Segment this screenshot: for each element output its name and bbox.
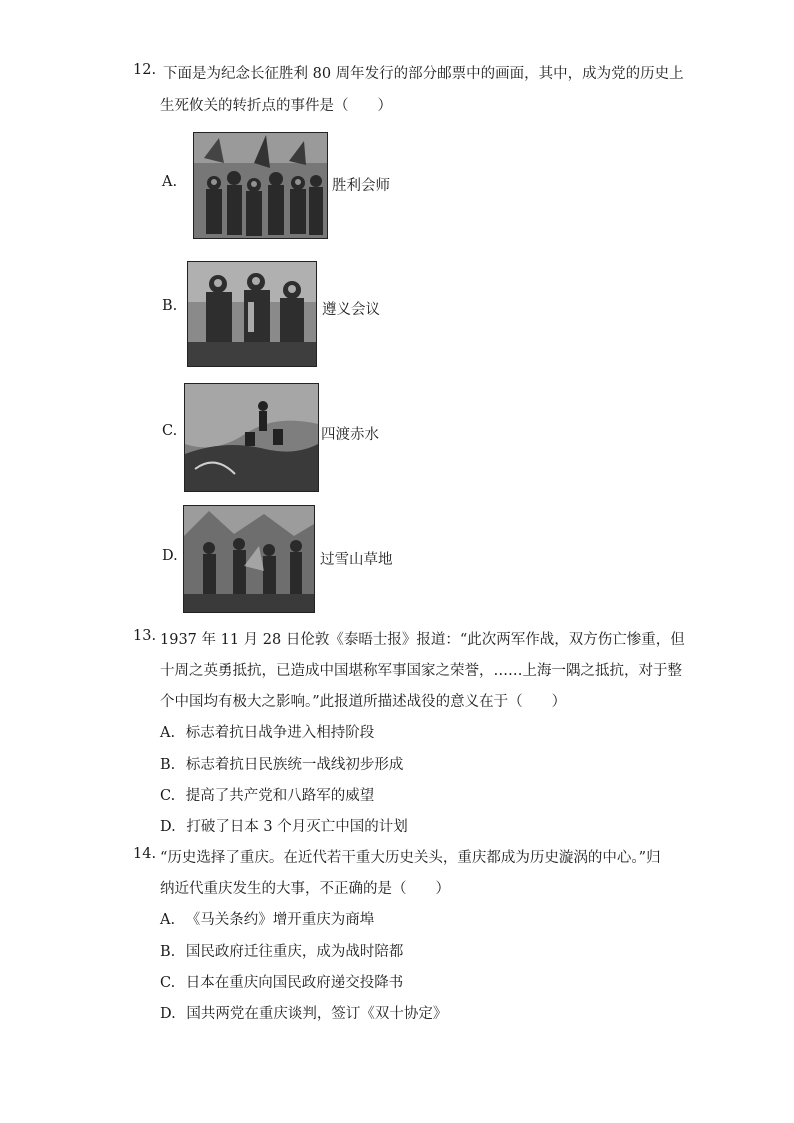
- question-text-line: 个中国均有极大之影响。”此报道所描述战役的意义在于（ ）: [160, 694, 567, 710]
- option-a[interactable]: [160, 721, 374, 742]
- option-letter: B.: [160, 944, 176, 960]
- question-number: 13.: [133, 628, 157, 644]
- option-letter: B.: [162, 298, 178, 314]
- question-text-line: 生死攸关的转折点的事件是（ ）: [160, 98, 392, 114]
- option-letter: C.: [160, 788, 176, 804]
- option-text: 日本在重庆向国民政府递交投降书: [185, 975, 404, 991]
- option-label: 四渡赤水: [321, 427, 379, 443]
- option-b[interactable]: [160, 940, 403, 961]
- option-label: 胜利会师: [332, 178, 390, 194]
- stamp-zunyi-meeting-image: [187, 261, 317, 367]
- option-label: 遵义会议: [322, 302, 380, 318]
- question-text-line: 十周之英勇抵抗，已造成中国堪称军事国家之荣誉，……上海一隅之抵抗，对于整: [160, 663, 682, 679]
- option-letter: A.: [162, 174, 178, 190]
- option-letter: B.: [160, 757, 176, 773]
- option-c[interactable]: [160, 971, 403, 992]
- option-text: 《马关条约》增开重庆为商埠: [185, 912, 375, 928]
- option-c[interactable]: [160, 784, 374, 805]
- question-text-line: 1937 年 11 月 28 日伦敦《泰晤士报》报道：“此次两军作战，双方伤亡惨重，但: [160, 632, 685, 648]
- option-letter: D.: [160, 819, 176, 835]
- option-label: 过雪山草地: [320, 552, 393, 568]
- question-number: 14.: [133, 846, 157, 862]
- option-b[interactable]: [160, 753, 403, 774]
- option-text: 提高了共产党和八路军的威望: [185, 788, 375, 804]
- question-text-line: 下面是为纪念长征胜利 80 周年发行的部分邮票中的画面，其中，成为党的历史上: [163, 66, 684, 82]
- option-a[interactable]: [160, 908, 374, 929]
- option-letter: C.: [162, 423, 178, 439]
- option-letter: A.: [160, 912, 176, 928]
- option-d[interactable]: [160, 815, 408, 836]
- stamp-victory-meeting-image: [193, 132, 328, 239]
- option-text: 国民政府迁往重庆，成为战时陪都: [185, 944, 404, 960]
- option-text: 标志着抗日民族统一战线初步形成: [185, 757, 404, 773]
- option-letter: A.: [160, 725, 176, 741]
- option-letter: D.: [160, 1006, 176, 1022]
- question-text-line: 纳近代重庆发生的大事，不正确的是（ ）: [160, 881, 450, 897]
- option-d[interactable]: [160, 1002, 447, 1023]
- stamp-snow-mountains-image: [183, 505, 315, 613]
- option-letter: C.: [160, 975, 176, 991]
- option-text: 标志着抗日战争进入相持阶段: [185, 725, 375, 741]
- question-text-line: “历史选择了重庆。在近代若干重大历史关头，重庆都成为历史漩涡的中心。”归: [160, 850, 661, 866]
- option-text: 打破了日本 3 个月灭亡中国的计划: [186, 819, 408, 835]
- question-number: 12.: [133, 62, 157, 78]
- option-text: 国共两党在重庆谈判，签订《双十协定》: [186, 1006, 448, 1022]
- stamp-chishui-crossing-image: [184, 383, 319, 492]
- option-letter: D.: [162, 548, 178, 564]
